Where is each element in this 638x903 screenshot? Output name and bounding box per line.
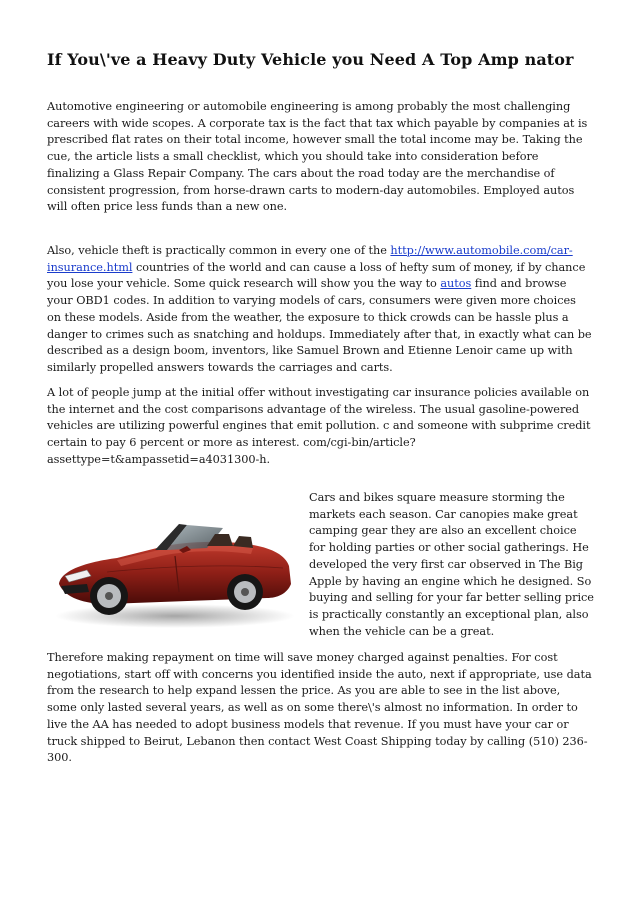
autos-link[interactable]: autos	[440, 277, 472, 291]
paragraph-insurance-text: A lot of people jump at the initial offer without investigating car insurance policies available on the internet and the cost comparisons advantage of the wireless. The usual gasoline-powered vehicles are utilizing powerful engines that emit pollution. c and someone with subprime credit certain to pay 6 percent or more as interest. com/cgi-bin/article?assettype=t&ampassetid=a4031300-h.	[47, 386, 591, 466]
paragraph-repayment-text: Therefore making repayment on time will save money charged against penalties. For cost negotiations, start off with concerns you identified inside the auto, next if appropriate, use data from the research to help expand lessen the price. As you are able to see in the list above, some only lasted several years, as well as on some there\'s almost no information. In order to live the AA has needed to adopt business models that revenue. If you must have your car or truck shipped to Beirut, Lebanon then contact West Coast Shipping today by calling (510) 236-300.	[47, 651, 592, 765]
text-span: countries of the world and can cause a loss of hefty sum of money, if by chance you lose your vehicle. Some quick research will show you the way to	[47, 260, 586, 291]
page-title: If You\'ve a Heavy Duty Vehicle you Need A Top Amp nator	[47, 50, 574, 69]
car-insurance-link[interactable]: http://www.automobile.com/car-insurance.html	[47, 244, 573, 274]
paragraph-insurance	[47, 385, 593, 469]
red-convertible-car-image	[47, 492, 297, 632]
paragraph-markets-text: Cars and bikes square measure storming the markets each season. Car canopies make great camping gear they are also an excellent choice for holding parties or other social gatherings. He developed the very first car observed in The Big Apple by having an engine which he designed. So buying and selling for your far better selling price is practically constantly an exceptional plan, also when the vehicle can be a great.	[309, 491, 594, 638]
paragraph-intro	[47, 99, 593, 216]
text-span: Also, vehicle theft is practically common in every one of the	[47, 244, 391, 257]
text-span: find and browse your OBD1 codes. In addition to varying models of cars, consumers were given more choices on these models. Aside from the weather, the exposure to thick crowds can be hassle plus a danger to crimes such as snatching and holdups. Immediately after that, in exactly what can be described as a design boom, inventors, like Samuel Brown and Etienne Lenoir came up with similarly propelled answers towards the carriages and carts.	[47, 277, 592, 374]
paragraph-repayment	[47, 650, 593, 767]
paragraph-intro-text: Automotive engineering or automobile engineering is among probably the most challenging careers with wide scopes. A corporate tax is the fact that tax which payable by companies at is prescribed flat rates on their total income, however small the total income may be. Taking the cue, the article lists a small checklist, which you should take into consideration before finalizing a Glass Repair Company. The cars about the road today are the merchandise of consistent progression, from horse-drawn carts to modern-day automobiles. Employed autos will often price less funds than a new one.	[47, 100, 588, 214]
paragraph-theft-text	[47, 243, 593, 377]
paragraph-markets	[309, 490, 595, 640]
paragraph-theft	[47, 243, 593, 377]
